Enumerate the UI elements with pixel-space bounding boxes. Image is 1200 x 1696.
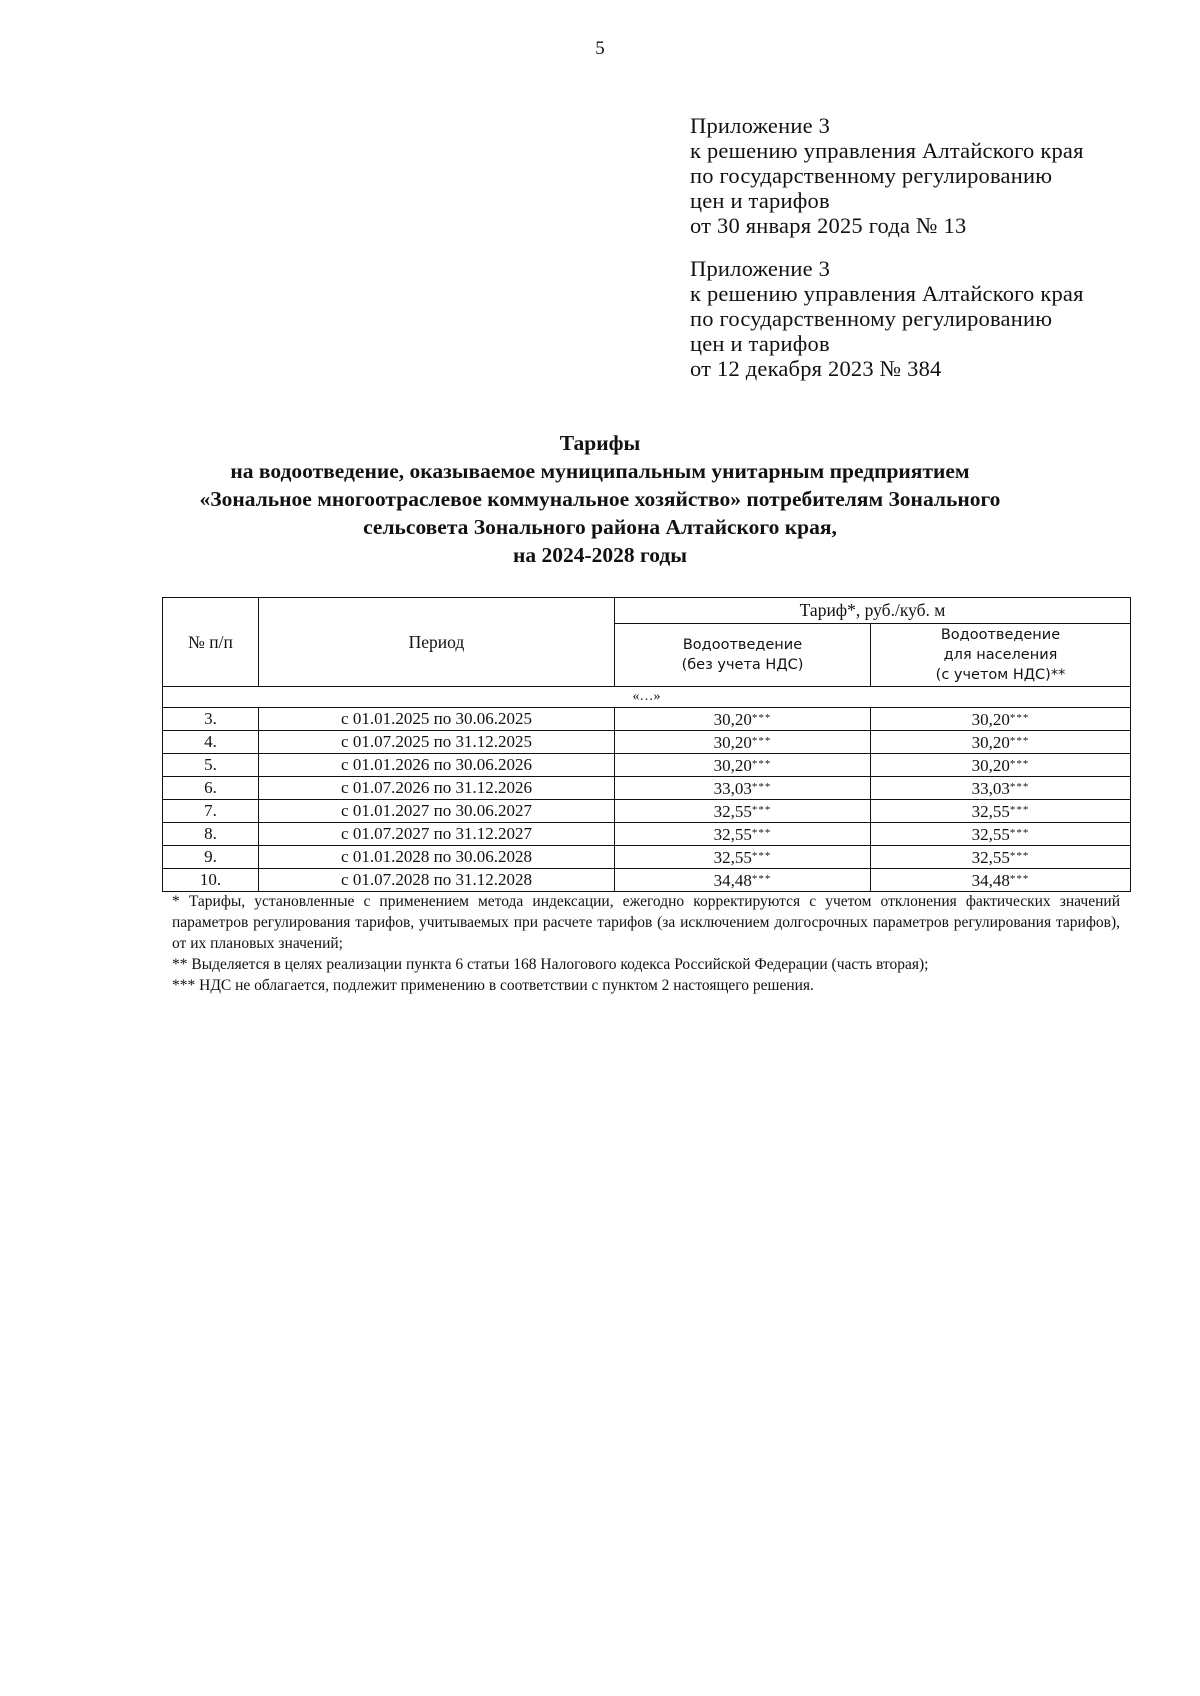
header-period: Период [259, 598, 615, 687]
row-number [163, 777, 259, 800]
footnote-mark: *** [1009, 827, 1030, 839]
title-line: Тарифы [559, 431, 641, 455]
footnote-mark: *** [1009, 758, 1030, 770]
table-row [163, 731, 1131, 754]
row-period [259, 708, 615, 731]
tariff-without-vat-text: 30,20 [713, 756, 752, 775]
tariff-without-vat [615, 754, 871, 777]
header-col-without-vat [615, 624, 871, 687]
appendix-line: от 30 января 2025 года № 13 [690, 213, 967, 238]
row-period-text: с 01.01.2027 по 30.06.2027 [341, 801, 532, 820]
tariff-table [162, 597, 1131, 892]
footnote-mark: *** [751, 758, 772, 770]
row-number-text: 9. [204, 847, 217, 866]
footnote: * Тарифы, установленные с применением метода индексации, ежегодно корректируются с учетом отклонения фактических значений параметров регулирования тарифов, учитываемых при расчете тарифов (за исключением долгосрочных параметров регулирования тарифов), от их плановых значений; [172, 893, 1120, 952]
title-line: на 2024-2028 годы [512, 543, 688, 567]
table-row [163, 869, 1131, 892]
footnote: ** Выделяется в целях реализации пункта 6 статьи 168 Налогового кодекса Российской Федерации (часть вторая); [172, 956, 929, 973]
tariff-without-vat [615, 708, 871, 731]
row-number [163, 754, 259, 777]
row-period-text: с 01.01.2025 по 30.06.2025 [341, 709, 532, 728]
appendix-line: по государственному регулированию [690, 163, 1053, 188]
tariff-with-vat [871, 731, 1131, 754]
row-number [163, 708, 259, 731]
footnotes [172, 891, 1120, 996]
tariff-without-vat [615, 869, 871, 892]
page-number: 5 [595, 38, 605, 59]
tariff-with-vat [871, 777, 1131, 800]
row-period-text: с 01.07.2028 по 31.12.2028 [341, 870, 532, 889]
footnote-mark: *** [751, 873, 772, 885]
table-row [163, 777, 1131, 800]
row-period [259, 777, 615, 800]
tariff-with-vat [871, 869, 1131, 892]
appendix-line: цен и тарифов [690, 188, 830, 213]
tariff-with-vat [871, 823, 1131, 846]
row-number-text: 8. [204, 824, 217, 843]
table-row [163, 800, 1131, 823]
tariff-without-vat-text: 32,55 [713, 825, 752, 844]
tariff-with-vat-text: 32,55 [971, 802, 1010, 821]
table-row [163, 823, 1131, 846]
row-period-text: с 01.01.2028 по 30.06.2028 [341, 847, 532, 866]
tariff-without-vat [615, 777, 871, 800]
title-line: на водоотведение, оказываемое муниципальным унитарным предприятием [230, 459, 970, 483]
header-number: № п/п [163, 598, 259, 687]
header-line: (с учетом НДС)** [935, 667, 1066, 683]
appendix-header-current [690, 113, 1084, 238]
table-row [163, 708, 1131, 731]
tariff-with-vat-text: 30,20 [971, 756, 1010, 775]
appendix-line: по государственному регулированию [690, 306, 1053, 331]
tariff-without-vat-text: 30,20 [713, 710, 752, 729]
tariff-with-vat-text: 32,55 [971, 848, 1010, 867]
tariff-without-vat-text: 32,55 [713, 802, 752, 821]
omitted-rows-marker: «…» [163, 687, 1131, 708]
tariff-with-vat [871, 800, 1131, 823]
row-period-text: с 01.07.2026 по 31.12.2026 [341, 778, 532, 797]
row-number [163, 846, 259, 869]
row-period [259, 869, 615, 892]
tariff-with-vat-text: 30,20 [971, 710, 1010, 729]
row-number-text: 3. [204, 709, 217, 728]
header-tariff: Тариф*, руб./куб. м [615, 598, 1131, 624]
table-row [163, 846, 1131, 869]
header-line: (без учета НДС) [681, 657, 804, 673]
tariff-without-vat-text: 30,20 [713, 733, 752, 752]
row-period-text: с 01.07.2025 по 31.12.2025 [341, 732, 532, 751]
footnote-mark: *** [1009, 735, 1030, 747]
tariff-without-vat [615, 800, 871, 823]
tariff-with-vat [871, 846, 1131, 869]
header-line: Водоотведение [682, 637, 803, 653]
footnote-mark: *** [751, 781, 772, 793]
table-row [163, 754, 1131, 777]
row-period [259, 823, 615, 846]
appendix-header-original [690, 256, 1084, 381]
footnote-mark: *** [751, 712, 772, 724]
row-number [163, 823, 259, 846]
tariff-with-vat-text: 33,03 [971, 779, 1010, 798]
row-number-text: 10. [199, 870, 222, 889]
tariff-without-vat-text: 33,03 [713, 779, 752, 798]
tariff-with-vat-text: 32,55 [971, 825, 1010, 844]
appendix-line: Приложение 3 [690, 113, 831, 138]
appendix-line: к решению управления Алтайского края [690, 138, 1084, 163]
row-period [259, 731, 615, 754]
row-period-text: с 01.01.2026 по 30.06.2026 [341, 755, 532, 774]
tariff-without-vat-text: 32,55 [713, 848, 752, 867]
footnote-mark: *** [1009, 781, 1030, 793]
tariff-without-vat-text: 34,48 [713, 871, 752, 890]
tariff-without-vat [615, 823, 871, 846]
title-line: сельсовета Зонального района Алтайского края, [363, 515, 837, 539]
appendix-line: Приложение 3 [690, 256, 831, 281]
row-number [163, 800, 259, 823]
header-line: для населения [943, 647, 1058, 663]
footnote-mark: *** [1009, 712, 1030, 724]
row-number-text: 6. [204, 778, 217, 797]
title-line: «Зональное многоотраслевое коммунальное хозяйство» потребителям Зонального [199, 487, 1001, 511]
document-title [0, 429, 1200, 569]
footnote-mark: *** [1009, 804, 1030, 816]
row-period-text: с 01.07.2027 по 31.12.2027 [341, 824, 532, 843]
header-line: Водоотведение [940, 627, 1061, 643]
footnote-mark: *** [1009, 873, 1030, 885]
tariff-without-vat [615, 731, 871, 754]
row-number-text: 5. [204, 755, 217, 774]
appendix-line: от 12 декабря 2023 № 384 [690, 356, 942, 381]
tariff-without-vat [615, 846, 871, 869]
row-number-text: 4. [204, 732, 217, 751]
row-period [259, 800, 615, 823]
header-col-with-vat [871, 624, 1131, 687]
appendix-line: цен и тарифов [690, 331, 830, 356]
row-period [259, 846, 615, 869]
footnote-mark: *** [751, 804, 772, 816]
footnote-mark: *** [1009, 850, 1030, 862]
row-number [163, 731, 259, 754]
footnote-mark: *** [751, 850, 772, 862]
tariff-with-vat [871, 708, 1131, 731]
row-number-text: 7. [204, 801, 217, 820]
row-number [163, 869, 259, 892]
tariff-with-vat [871, 754, 1131, 777]
footnote-mark: *** [751, 827, 772, 839]
tariff-with-vat-text: 30,20 [971, 733, 1010, 752]
footnote: *** НДС не облагается, подлежит применению в соответствии с пунктом 2 настоящего решения. [172, 977, 814, 994]
footnote-mark: *** [751, 735, 772, 747]
appendix-line: к решению управления Алтайского края [690, 281, 1084, 306]
tariff-with-vat-text: 34,48 [971, 871, 1010, 890]
row-period [259, 754, 615, 777]
